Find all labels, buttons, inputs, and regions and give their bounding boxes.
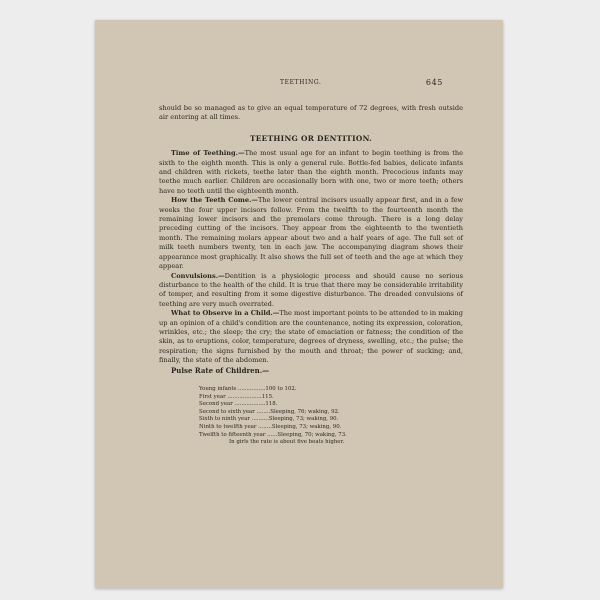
paragraph-heading: What to Observe in a Child.— [171, 309, 280, 318]
paragraph-text: The most usual age for an infant to begin teething is from the sixth to the eighth month. This is only a general rule. Bottle-fed babies, delicate infants and children with rickets, teethe later than the eighth month. Precocious infants may teethe much earlier. Children are occasionally born with one, two or more teeth; others have no teeth until the eighteenth month. [159, 149, 463, 195]
pulse-row: First year ....................115. [199, 393, 274, 400]
pulse-row: Second to sixth year ........Sleeping, 76; waking, 92. [199, 408, 340, 415]
pulse-value: Sleeping, 73; waking, 90. [271, 423, 342, 430]
book-page [95, 20, 503, 588]
pulse-label: Second to sixth year [199, 408, 255, 415]
page-number: 645 [425, 78, 443, 87]
pulse-label: Young infants [199, 385, 237, 392]
section-title: TEETHING OR DENTITION. [249, 133, 373, 143]
pulse-note: In girls the rate is about five beats higher. [229, 439, 345, 446]
paragraph-heading: Time of Teething.— [171, 149, 245, 158]
paragraph-convulsions [159, 272, 463, 310]
pulse-label: Sixth to ninth year [199, 416, 250, 423]
pulse-label: Twelfth to fifteenth year [199, 431, 266, 438]
paragraph-what-to-observe [159, 309, 463, 365]
pulse-label: Ninth to twelfth year [199, 423, 257, 430]
paragraph-heading: Convulsions.— [171, 271, 225, 280]
pulse-label: Second year [199, 401, 233, 408]
body-text [159, 104, 463, 447]
pulse-label: First year [199, 393, 226, 400]
pulse-row: Second year ..................118. [199, 401, 278, 408]
pulse-value: Sleeping, 76; waking, 92. [270, 408, 340, 415]
pulse-row: Ninth to twelfth year ........Sleeping, 73; waking, 90. [199, 423, 342, 430]
paragraph-how-the-teeth-come [159, 196, 463, 271]
paragraph-text: The most important points to be attended to in making up an opinion of a child's condition are the countenance, noting its expression, coloration, wrinkles, etc.; the sleep; the cry; the state of emaciation or fatness; the condition of the skin, as to eruptions, color, temperature, degrees of dryness, swelling, etc.; the pulse; the respiration; the signs furnished by the mouth and throat; the power of sucking; and, finally, the state of the abdomen. [159, 309, 463, 365]
pulse-row: Sixth to ninth year ..........Sleeping, 73; waking, 90. [199, 416, 339, 423]
pulse-value: Sleeping, 70; waking, 73. [277, 431, 347, 438]
pulse-rate-title: Pulse Rate of Children.— [171, 365, 270, 375]
pulse-row: Young infants ................100 to 102. [199, 385, 297, 392]
pulse-rate-table [199, 386, 463, 447]
pulse-value: 100 to 102. [265, 385, 297, 392]
pulse-value: Sleeping, 73; waking, 90. [268, 416, 339, 423]
paragraph-heading: How the Teeth Come.— [171, 196, 258, 205]
pulse-value: 115. [261, 393, 274, 400]
paragraph-time-of-teething [159, 149, 463, 196]
paragraph-text: Dentition is a physiologic process and should cause no serious disturbance to the health of the child. It is true that there may be considerable irritability of temper, and resulting from it some digestive disturbance. The dreaded convulsions of teething are very much overrated. [159, 271, 463, 308]
pulse-value: 118. [265, 401, 278, 408]
running-title: TEETHING. [280, 79, 322, 86]
paragraph-text: The lower central incisors usually appear first, and in a few weeks the four upper incisors follow. From the twelfth to the fourteenth month the remaining lower incisors and the premolars come through. There is a long delay preceding cutting of the incisors. They appear from the eighteenth to the twentieth month. The remaining molars appear about two and a half years of age. The full set of milk teeth numbers twenty, ten in each jaw. The accompanying diagram shows their appearance most graphically. It also shows the full set of teeth and the age at which they appear. [159, 196, 463, 271]
opening-paragraph: should be so managed as to give an equal temperature of 72 degrees, with fresh outside air entering at all times. [159, 104, 463, 122]
pulse-row: Twelfth to fifteenth year ......Sleeping, 70; waking, 73. [199, 431, 347, 438]
